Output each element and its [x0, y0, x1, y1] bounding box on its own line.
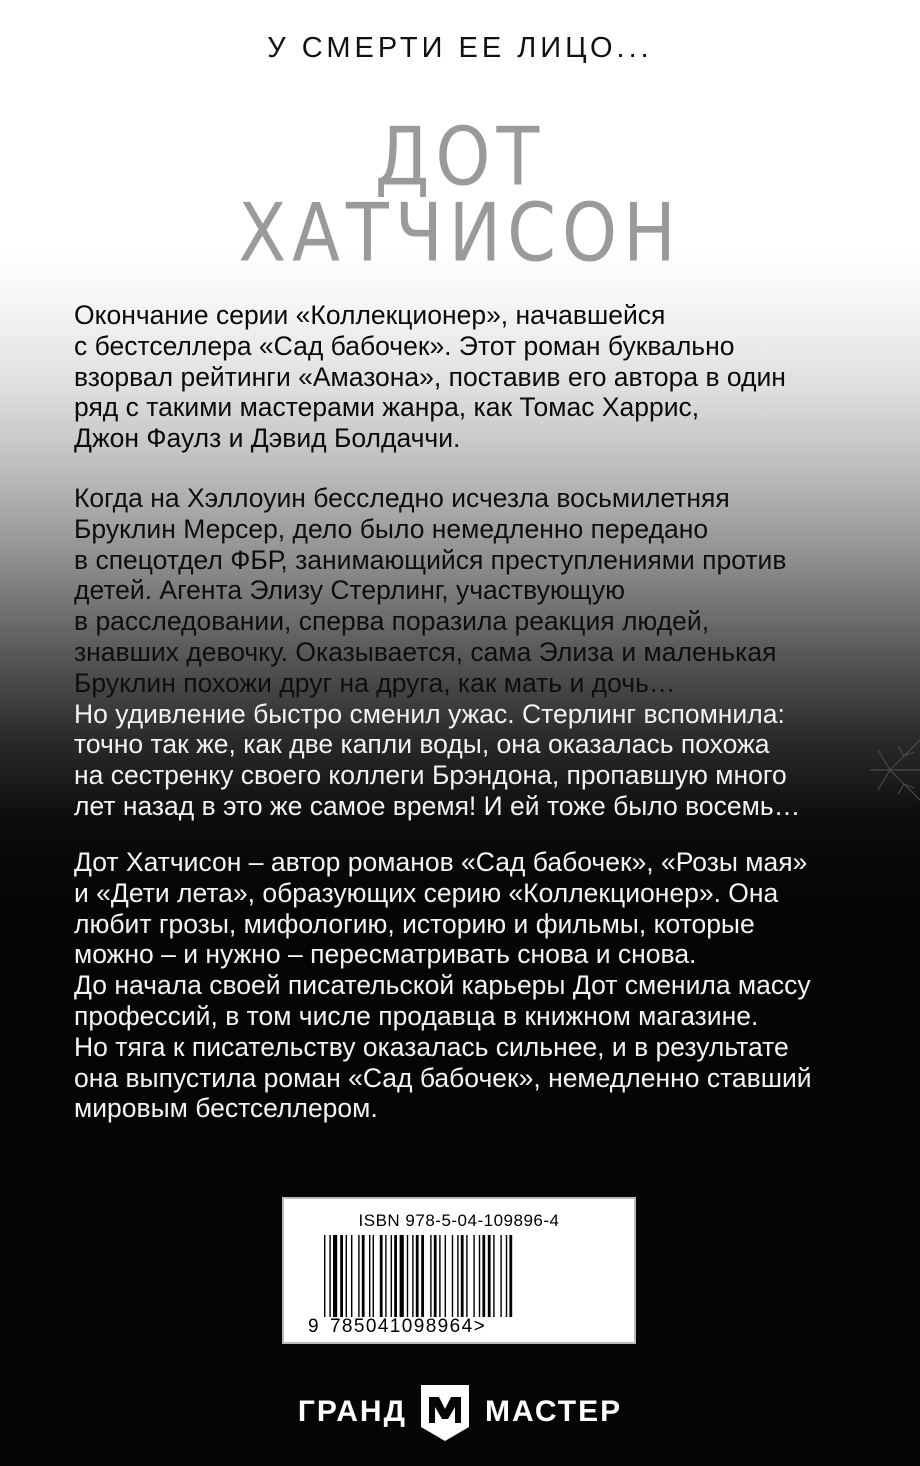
barcode-bar — [500, 1235, 501, 1317]
barcode-bar — [329, 1235, 330, 1317]
plot-paragraph-dark-part: Когда на Хэллоуин бесследно исчезла восьмилетняя Бруклин Мерсер, дело было немедленно передано в спецотдел ФБР, занимающийся преступлениями против детей. Агента Элизу Стерлинг, участвующую в расследовании, сперва поразила реакция людей, знавших девочку. Оказывается, сама Элиза и маленькая Бруклин похожи друг на друга, как мать и дочь… — [74, 483, 787, 698]
intro-paragraph: Окончание серии «Коллекционер», начавшейся с бестселлера «Сад бабочек». Этот роман буквально взорвал рейтинги «Амазона», поставив его автора в один ряд с такими мастерами жанра, как Томас Харрис, Джон Фаулз и Дэвид Болдаччи. — [74, 300, 786, 454]
barcode-bar — [391, 1235, 392, 1317]
barcode-bar — [380, 1235, 383, 1317]
barcode-bars — [324, 1235, 574, 1317]
barcode-bar — [445, 1235, 446, 1317]
barcode-bar — [407, 1235, 408, 1317]
barcode-bar — [362, 1235, 365, 1317]
barcode-bar — [506, 1235, 507, 1317]
tagline: У СМЕРТИ ЕЕ ЛИЦО... — [267, 32, 653, 64]
barcode-bar — [473, 1235, 474, 1317]
barcode-bar — [369, 1235, 370, 1317]
barcode-bar — [421, 1235, 424, 1317]
plot-paragraph-light-part: Но удивление быстро сменил ужас. Стерлинг вспомнила: точно так же, как две капли воды, она оказалась похожа на сестренку своего коллеги Брэндона, пропавшую много лет назад в это же самое время! И ей тоже было восемь… — [74, 698, 801, 821]
barcode-bar — [394, 1235, 397, 1317]
barcode-bar — [466, 1235, 467, 1317]
isbn-digits — [308, 1316, 628, 1338]
barcode-bar — [333, 1235, 337, 1317]
snowflake-decoration-icon — [860, 700, 920, 900]
barcode-bar — [430, 1235, 431, 1317]
barcode-bar — [358, 1235, 359, 1317]
barcode-bar — [488, 1235, 491, 1317]
isbn-label: ISBN 978-5-04-109896-4 — [358, 1211, 560, 1230]
publisher-left-word: ГРАНД — [297, 1395, 407, 1428]
barcode-bar — [412, 1235, 413, 1317]
barcode-bar — [457, 1235, 458, 1317]
barcode-bar — [416, 1235, 419, 1317]
barcode-bar — [324, 1235, 325, 1317]
barcode-bar — [351, 1235, 352, 1317]
barcode-bar — [346, 1235, 347, 1317]
m-shield-logo-icon — [417, 1381, 473, 1443]
barcode-bar — [400, 1235, 404, 1317]
isbn-arrow: > — [473, 1316, 487, 1337]
barcode-box — [282, 1197, 636, 1344]
publisher-brand — [0, 1380, 920, 1444]
barcode-bar — [434, 1235, 437, 1317]
plot-paragraph — [74, 483, 854, 822]
barcode-bar — [493, 1235, 494, 1317]
barcode-bar — [373, 1235, 374, 1317]
barcode-bar — [479, 1235, 480, 1317]
isbn-lead-digit: 9 — [308, 1316, 320, 1337]
barcode-bar — [385, 1235, 386, 1317]
barcode-bar — [461, 1235, 464, 1317]
author-first-name: ДОТ — [374, 109, 546, 205]
author-last-name: ХАТЧИСОН — [238, 185, 682, 281]
isbn-main-digits: 785041098964 — [329, 1316, 474, 1337]
barcode-bar — [452, 1235, 453, 1317]
about-author-paragraph: Дот Хатчисон – автор романов «Сад бабочек», «Розы мая» и «Дети лета», образующих серию «Коллекционер». Она любит грозы, мифологию, историю и фильмы, которые можно – и нужно – пересматривать снова и снова. До начала своей писательской карьеры Дот сменила массу профессий, в том числе продавца в книжном магазине. Но тяга к писательству оказалась сильнее, и в результате она выпустила роман «Сад бабочек», немедленно ставший мировым бестселлером. — [74, 847, 812, 1124]
barcode-bar — [509, 1235, 512, 1317]
barcode-bar — [439, 1235, 440, 1317]
publisher-right-word: МАСТЕР — [484, 1395, 623, 1428]
barcode-bar — [340, 1235, 343, 1317]
barcode-bar — [482, 1235, 485, 1317]
